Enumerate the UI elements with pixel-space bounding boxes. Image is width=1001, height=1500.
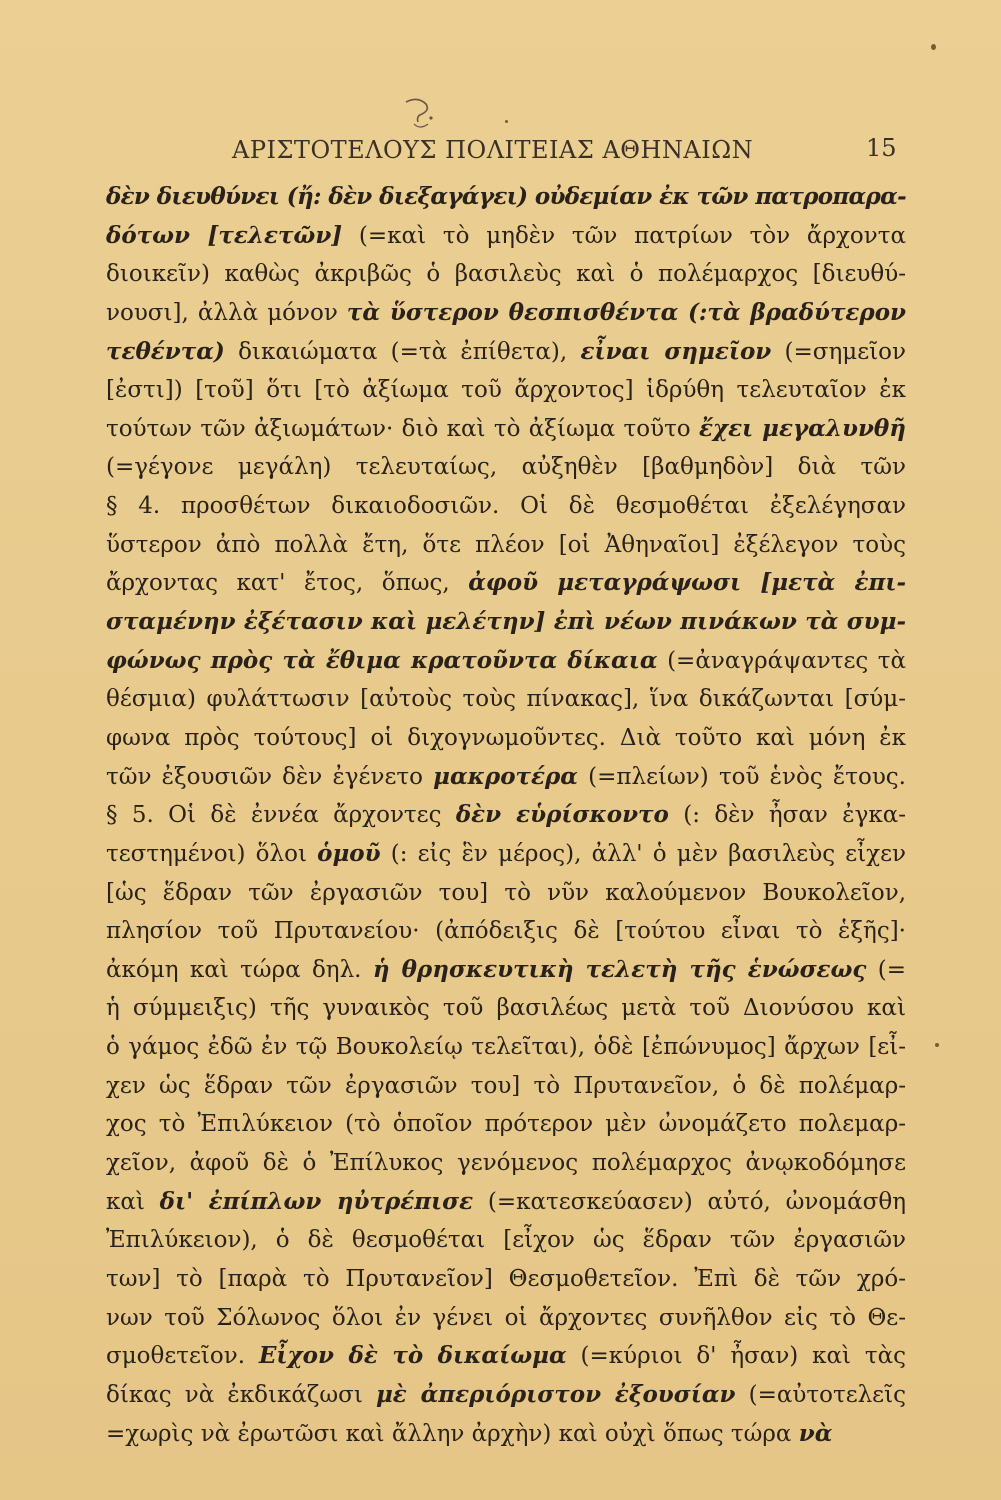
page-number: 15 [866,134,897,162]
text-line: νων τοῦ Σόλωνος ὅλοι ἐν γένει οἱ ἄρχοντες συνῆλθον εἰς τὸ Θε- [106,1304,906,1331]
text-line: τεστημένοι) ὅλοι ὁμοῦ (: εἰς ἓν μέρος), ἀλλ' ὁ μὲν βασιλεὺς εἶχεν [106,839,906,867]
text-line: τῶν ἐξουσιῶν δὲν ἐγένετο μακροτέρα (=πλείων) τοῦ ἑνὸς ἔτους. [106,762,906,790]
text-line: νουσι], ἀλλὰ μόνον τὰ ὕστερον θεσπισθέντα (:τὰ βραδύτερον [106,298,906,326]
text-line: χεν ὡς ἕδραν τῶν ἐργασιῶν του] τὸ Πρυτανεῖον, ὁ δὲ πολέμαρ- [106,1072,906,1099]
text-line: ἀκόμη καὶ τώρα δηλ. ἡ θρησκευτικὴ τελετὴ τῆς ἑνώσεως (= [106,955,906,983]
text-line: χεῖον, ἀφοῦ δὲ ὁ Ἐπίλυκος γενόμενος πολέμαρχος ἀνῳκοδόμησε [106,1150,906,1177]
paper-speck [505,120,508,123]
text-line: τούτων τῶν ἀξιωμάτων· διὸ καὶ τὸ ἀξίωμα τοῦτο ἔχει μεγαλυνθῆ [106,414,906,442]
body-text [106,178,906,1453]
text-line: [ὡς ἕδραν τῶν ἐργασιῶν του] τὸ νῦν καλούμενον Βουκολεῖον, [106,879,906,906]
text-line: διοικεῖν) καθὼς ἀκριβῶς ὁ βασιλεὺς καὶ ὁ πολέμαρχος [διευθύ- [106,261,906,288]
text-line: § 4. προσθέτων δικαιοδοσιῶν. Οἱ δὲ θεσμοθέται ἐξελέγησαν [106,493,906,520]
text-line: δότων [τελετῶν] (=καὶ τὸ μηδὲν τῶν πατρίων τὸν ἄρχοντα [106,221,906,249]
text-line: ἄρχοντας κατ' ἔτος, ὅπως, ἀφοῦ μεταγράψωσι [μετὰ ἐπι- [106,569,906,597]
text-line: δίκας νὰ ἐκδικάζωσι μὲ ἀπεριόριστον ἐξουσίαν (=αὐτοτελεῖς [106,1380,906,1408]
text-line: σμοθετεῖον. Εἶχον δὲ τὸ δικαίωμα (=κύριοι δ' ἦσαν) καὶ τὰς [106,1342,906,1370]
text-line: πλησίον τοῦ Πρυτανείου· (ἀπόδειξις δὲ [τούτου εἶναι τὸ ἑξῆς]· [106,918,906,945]
paper-speck [931,44,936,50]
text-line: § 5. Οἱ δὲ ἐννέα ἄρχοντες δὲν εὑρίσκοντο (: δὲν ἦσαν ἐγκα- [106,801,906,829]
text-line: =χωρὶς νὰ ἐρωτῶσι καὶ ἄλλην ἀρχὴν) καὶ οὐχὶ ὅπως τώρα νὰ [106,1419,833,1447]
paper-speck [935,1043,939,1047]
running-head: ΑΡΙΣΤΟΤΕΛΟΥΣ ΠΟΛΙΤΕΙΑΣ ΑΘΗΝΑΙΩΝ [232,136,754,164]
text-line: των] τὸ [παρὰ τὸ Πρυτανεῖον] Θεσμοθετεῖον. Ἐπὶ δὲ τῶν χρό- [106,1265,906,1292]
text-line: φωνα πρὸς τούτους] οἱ διχογνωμοῦντες. Διὰ τοῦτο καὶ μόνη ἐκ [106,724,906,751]
text-line: [ἐστι]) [τοῦ] ὅτι [τὸ ἀξίωμα τοῦ ἄρχοντος] ἱδρύθη τελευταῖον ἐκ [106,377,906,404]
text-line: ἡ σύμμειξις) τῆς γυναικὸς τοῦ βασιλέως μετὰ τοῦ Διονύσου καὶ [106,995,906,1022]
text-line: ὁ γάμος ἐδῶ ἐν τῷ Βουκολείῳ τελεῖται), ὁδὲ [ἐπώνυμος] ἄρχων [εἶ- [106,1034,906,1061]
text-line: (=γέγονε μεγάλη) τελευταίως, αὐξηθὲν [βαθμηδὸν] διὰ τῶν [106,454,906,481]
text-line: τεθέντα) δικαιώματα (=τὰ ἐπίθετα), εἶναι σημεῖον (=σημεῖον [106,337,906,365]
text-line: δὲν διευθύνει (ἤ: δὲν διεξαγάγει) οὐδεμίαν ἐκ τῶν πατροπαρα- [106,183,906,210]
ornament-icon [400,96,440,130]
page-header [0,128,1001,168]
text-line: χος τὸ Ἐπιλύκειον (τὸ ὁποῖον πρότερον μὲν ὠνομάζετο πολεμαρ- [106,1111,906,1138]
text-line: ὕστερον ἀπὸ πολλὰ ἔτη, ὅτε πλέον [οἱ Ἀθηναῖοι] ἐξέλεγον τοὺς [106,531,906,558]
text-line: φώνως πρὸς τὰ ἔθιμα κρατοῦντα δίκαια (=ἀναγράψαντες τὰ [106,646,906,674]
text-line: σταμένην ἐξέτασιν καὶ μελέτην] ἐπὶ νέων πινάκων τὰ συμ- [106,608,906,636]
text-line: θέσμια) φυλάττωσιν [αὐτοὺς τοὺς πίνακας], ἵνα δικάζωνται [σύμ- [106,686,906,713]
text-line: καὶ δι' ἐπίπλων ηὐτρέπισε (=κατεσκεύασεν) αὐτό, ὠνομάσθη [106,1187,906,1215]
text-line: Ἐπιλύκειον), ὁ δὲ θεσμοθέται [εἶχον ὡς ἕδραν τῶν ἐργασιῶν [106,1227,906,1254]
